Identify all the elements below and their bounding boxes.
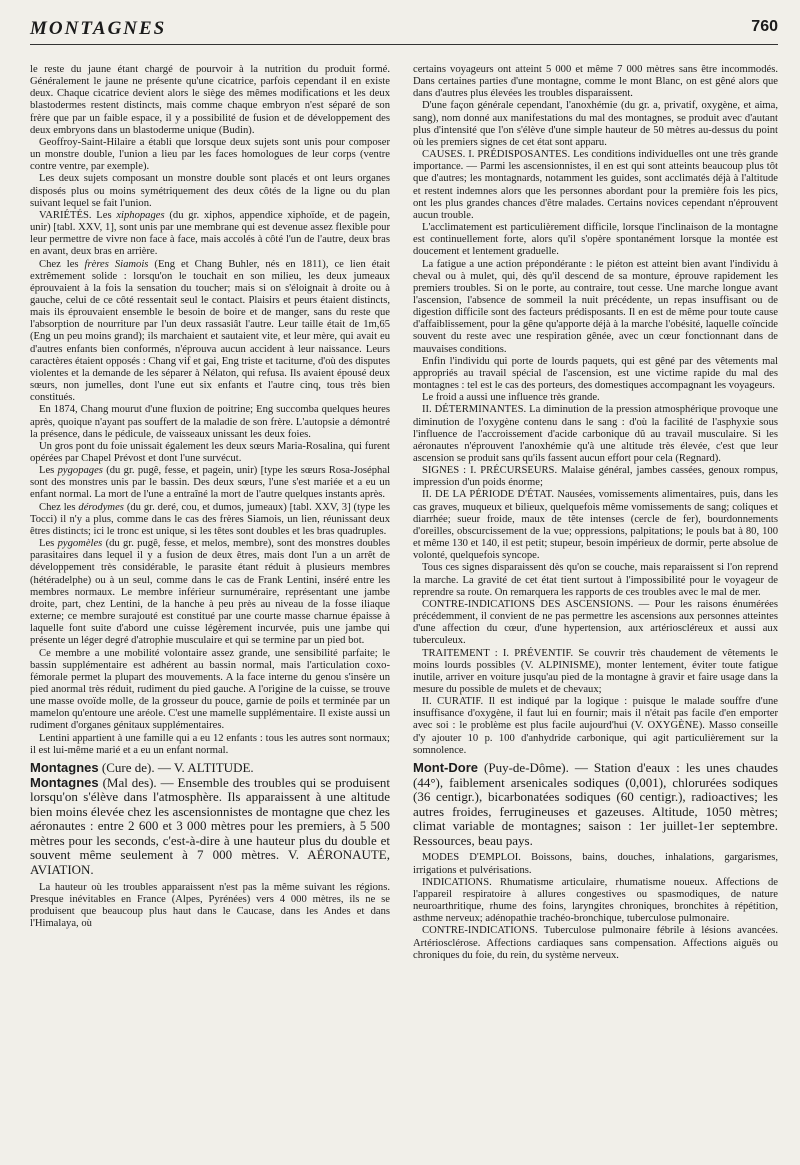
page-header: [30, 18, 778, 44]
paragraph: SIGNES : I. PRÉCURSEURS. Malaise général, jambes cassées, genoux rompus, impression d'un poids énorme;: [413, 465, 778, 489]
paragraph: TRAITEMENT : I. PRÉVENTIF. Se couvrir très chaudement de vêtements le moins lourds possibles (V. ALPINISME), monter lentement, éviter toute fatigue inutile, arriver en voiture jusqu'au pied de la montagne à gravir et faire usage dans la mesure du possible de mulets et de chevaux;: [413, 647, 778, 695]
paragraph: MODES D'EMPLOI. Boissons, bains, douches, inhalations, gargarismes, irrigations et pulvérisations.: [413, 852, 778, 876]
text-run: Chez les: [39, 501, 76, 513]
paragraph: II. DÉTERMINANTES. La diminution de la pression atmosphérique provoque une diminution de l'oxygène contenu dans le sang : d'où la facilité de l'asphyxie sous l'influence de l'accroissement d'acide carbonique dû au travail musculaire. Si les aéronautes n'éprouvent l'anoxhémie qu'à une altitude très élevée, c'est que leur ascension se produit sans qu'ils fassent aucun effort pour cela (Regnard).: [413, 404, 778, 464]
paragraph: II. DE LA PÉRIODE D'ÉTAT. Nausées, vomissements alimentaires, puis, dans les cas graves, muqueux et bilieux, quelquefois même vomissements de sang; coliques et diarrhée; sueur froide, maux de tête intenses (cercle de fer), bourdonnements d'oreilles, obscurcissement de la vue; oppressions, palpitations; le pouls bat à 80, 100 et même 130 et 140, il est petit; stupeur, besoin impérieux de dormir, perte absolue de volonté, quelquefois syncope.: [413, 489, 778, 562]
paragraph: [30, 502, 390, 538]
entry-headword: Montagnes: [30, 759, 99, 775]
term: pygopages: [57, 465, 103, 477]
entry-headword: Mont-Dore: [413, 759, 478, 775]
paragraph: Les deux sujets composant un monstre double sont placés et ont leurs organes disposés plus ou moins symétriquement des deux côtés de la ligne ou du plan suivant lequel se fait l'union.: [30, 173, 390, 209]
paragraph: II. CURATIF. Il est indiqué par la logique : puisque le malade souffre d'une insuffisance d'oxygène, il faut lui en fournir; mais il n'était pas facile d'en emporter avec soi : le problème est plus facile aujourd'hui (V. OXYGÈNE). Masso conseille d'y ajouter 10 p. 100 d'anhydride carbonique, qui agit particulièrement sur la somnolence.: [413, 696, 778, 756]
text-run: Les: [39, 465, 55, 477]
paragraph: La hauteur où les troubles apparaissent n'est pas la même suivant les régions. Presque inévitables en France (Alpes, Pyrénées) vers 4 000 mètres, ils ne se produisent que beaucoup plus haut dans le Caucase, dans les Andes et dans l'Himalaya, où: [30, 881, 390, 930]
header-rule: [30, 44, 778, 45]
text-run: (Cure de). — V. ALTITUDE.: [101, 759, 254, 775]
right-column: [413, 64, 778, 1156]
paragraph: [30, 259, 390, 405]
entry-mont-dore: [413, 761, 778, 849]
paragraph: [30, 538, 390, 647]
entry-mal: [30, 776, 390, 878]
paragraph: CONTRE-INDICATIONS. Tuberculose pulmonaire fébrile à lésions avancées. Artériosclérose. Affections cardiaques sans compensation. Affections aiguës ou chroniques du foie, du rein, du système nerveux.: [413, 925, 778, 961]
paragraph: Enfin l'individu qui porte de lourds paquets, qui est gêné par des vêtements mal appropriés au travail spécial de l'ascension, est une victime rapide du mal des montagnes : tel est le cas des porteurs, des domestiques accompagnant les voyageurs.: [413, 355, 778, 392]
text-run: (Mal des). — Ensemble des troubles qui se produisent lorsqu'on s'élève dans l'atmosphère. Ils apparaissent à une altitude bien moins élevée chez les ascensionnistes de montagne que chez les aéronautes : entre 2 600 et 3 000 mètres pour les premiers, à 5 500 mètres pour les seconds, c'est-à-dire à une hauteur plus du double et souvent même seulement à 7 000 mètres. V. AÉRONAUTE, AVIATION.: [30, 774, 390, 878]
paragraph: La fatigue a une action prépondérante : le piéton est atteint bien avant l'individu à cheval ou à mulet, qui, dès qu'il descend de sa monture, éprouve rapidement les premiers troubles. Si on le porte, au contraire, tout cesse. Une marche longue avant l'ascension, l'absence de sommeil la nuit précédente, un repas insuffisant ou de digestion difficile sont des facteurs prédisposants. Il en est de même pour toute cause d'affaiblissement, pour la gêne qu'apporte déjà à la marche l'obésité, laquelle coïncide souvent du reste avec une respiration gênée, avec un cœur fonctionnant dans de mauvaises conditions.: [413, 258, 778, 355]
paragraph: Ce membre a une mobilité volontaire assez grande, une sensibilité parfaite; le bassin supplémentaire est adhérent au bassin normal, mais l'articulation coxo-fémorale permet la plupart des mouvements. A la face interne du genou s'insère un pied anormal très réduit, rudiment du pied gauche. A l'origine de la cuisse, se trouve une masse ovoïde molle, de la grosseur du pouce, garnie de poils et terminée par un mamelon qu'entoure une aréole. C'est une mamelle supplémentaire. Il existe aussi un rudiment d'organes génitaux supplémentaires.: [30, 647, 390, 732]
paragraph: CONTRE-INDICATIONS DES ASCENSIONS. — Pour les raisons énumérées précédemment, il convient de ne pas permettre les ascensions aux personnes atteintes d'une affection du cœur, d'une hypertension, aux artérioscléreux et aussi aux tuberculeux.: [413, 598, 778, 647]
paragraph: Geoffroy-Saint-Hilaire a établi que lorsque deux sujets sont unis pour composer un monstre double, l'union a lieu par les faces homologues de leur corps (ventre contre ventre, par exemple).: [30, 136, 390, 173]
text-run: (du gr. pugê, fesse, et melos, membre), sont des monstres doubles parasitaires dans lequel il y a fusion de deux êtres, mais dont l'un a un arrêt de développement très considérable, le parasite étant réduit à plusieurs membres (hétéradelphe) ou à un seul, comme dans le cas de Frank Lentini, inséré entre les membres normaux. Le membre inférieur surnuméraire, représentant une jambe droite, part, chez Lentini, de la hanche à peu près au niveau de la fosse iliaque externe; ce membre surajouté est constitué par une courte masse charnue épaisse à laquelle font suite d'abord une cuisse légèrement incurvée, puis une jambe qui présente un léger degré d'atrophie musculaire et qui se termine par un pied bot.: [30, 538, 390, 647]
paragraph: CAUSES. I. PRÉDISPOSANTES. Les conditions individuelles ont une très grande importance. — Parmi les ascensionnistes, il en est qui sont atteints beaucoup plus tôt que d'autres; les montagnards, notamment les guides, sont acclimatés déjà à l'altitude et restent indemnes alors que les personnes abordant pour la première fois les pics, ont les plus grandes chances d'être malades. Certains novices cependant n'éprouvent aucun trouble.: [413, 149, 778, 221]
term: dérodymes: [78, 501, 124, 513]
paragraph: Lentini appartient à une famille qui a eu 12 enfants : tous les autres sont normaux; il est lui-même marié et a eu un enfant normal.: [30, 732, 390, 756]
paragraph: L'acclimatement est particulièrement difficile, lorsque l'inclinaison de la montagne est continuellement forte, alors qu'il s'opère spontanément lorsque la montée est doucement et lentement graduelle.: [413, 222, 778, 258]
paragraph: Tous ces signes disparaissent dès qu'on se couche, mais reparaissent si l'on reprend la marche. La gravité de cet état tient surtout à l'impossibilité pour le voyageur de reprendre sa route. On remarquera les rapports de ces troubles avec le mal de mer.: [413, 562, 778, 598]
text-run: (du gr. deré, cou, et dumos, jumeaux) [tabl. XXV, 3] (type les Tocci) il n'y a plus, comme dans le cas des frères Siamois, un lien, réunissant deux êtres distincts; ici le tronc est unique, si les têtes sont doubles et les bras quadruples.: [30, 501, 390, 537]
paragraph: Un gros pont du foie unissait également les deux sœurs Maria-Rosalina, qui furent opérées par Chapel Prévost et dont l'une survécut.: [30, 440, 390, 464]
paragraph: le reste du jaune étant chargé de pourvoir à la nutrition du produit formé. Généralement le jaune ne présente qu'une cicatrice, parfois cependant il en existe deux. Chaque cicatrice devient alors le siège des mêmes modifications et les deux blastodermes restent distincts, mais comme chaque embryon n'est séparé de son frère que par un faible espace, il y a possibilité de fusion et de développement des deux embryons dans un blastoderme unique (Budin).: [30, 64, 390, 136]
text-run: (Puy-de-Dôme). — Station d'eaux : les unes chaudes (44°), faiblement arsenicales sodiques (0,001), chlorurées sodiques (36 centigr.), bicarbonatées sodiques (60 centigr.), radioactives; les autres froides, ferrugineuses et gazeuses. Altitude, 1050 mètres; climat variable de montagnes; saison : 1er juillet-1er septembre. Ressources, beau pays.: [413, 759, 778, 848]
text-run: Les: [96, 209, 112, 221]
paragraph: En 1874, Chang mourut d'une fluxion de poitrine; Eng succomba quelques heures après, quoique n'ayant pas souffert de la maladie de son frère. L'autopsie a démontré la présence, dans le pédicule, de vaisseaux unissant les deux foies.: [30, 404, 390, 440]
paragraph: certains voyageurs ont atteint 5 000 et même 7 000 mètres sans être incommodés. Dans certaines parties d'une montagne, comme le mont Blanc, on est gêné alors que dans d'autres plus élevées les troubles disparaissent.: [413, 64, 778, 100]
page-number: 760: [751, 18, 778, 35]
term: pygomèles: [57, 538, 103, 550]
term: frères Siamois: [84, 258, 149, 270]
text-run: Chez les: [39, 258, 79, 270]
entry-cure: [30, 761, 390, 776]
paragraph: [30, 210, 390, 259]
paragraph: Le froid a aussi une influence très grande.: [422, 392, 600, 404]
running-head: MONTAGNES: [30, 18, 167, 39]
text-run: (Eng et Chang Buhler, nés en 1811), ce lien était extrêmement solide : lorsqu'on le touchait en son milieu, les deux jumeaux éprouvaient à la fois la sensation du toucher; mais si on s'éloignait à droite ou à gauche, celui de ce côté ressentait seul le contact. Plaisirs et peurs étaient distincts, mais ils éprouvaient ensemble le besoin de boire et de manger, sans du reste que l'absorption de nourriture par l'un deux rassasiât l'autre. Leur taille était de 1m,65 (Eng un peu moins grand); ils marchaient et sautaient vite, et leur mère, qui avait eu d'autres enfants bien conformés, n'éprouva aucun accident à leur naissance. Leurs caractères étaient opposés : Chang vif et gai, Eng triste et taciturne, d'où des disputes violentes et la demande de les séparer à Nélaton, qui refusa. Ils avaient épousé deux sœurs, non jumelles, dont l'une eut six enfants et l'autre cinq, tous très bien constitués.: [30, 258, 390, 404]
paragraph: [30, 465, 390, 501]
paragraph: INDICATIONS. Rhumatisme articulaire, rhumatisme noueux. Affections de l'appareil respiratoire à allures congestives ou spasmodiques, de nature neuroarthritique, rhume des foins, laryngites chroniques, bronchites à répétition, asthme nerveux; adénopathie trachéo-bronchique, tuberculose pulmonaire.: [413, 876, 778, 925]
term: xiphopages: [116, 209, 165, 221]
text-run: (du gr. pugê, fesse, et pagein, unir) [type les sœurs Rosa-Joséphal sont des monstres unis par le bassin. Des deux sœurs, l'une s'est mariée et a eu un enfant normal. La mort de l'une a entraîné la mort de l'autre quelques instants après.: [30, 465, 390, 501]
entry-headword: Montagnes: [30, 774, 99, 790]
text-run: (du gr. xiphos, appendice xiphoïde, et de pagein, unir) [tabl. XXV, 1], sont unis par une membrane qui est devenue assez flexible pour leur permettre de vivre non face à face, mais accolés à côté l'un de l'autre, deux bras en avant, deux bras en arrière.: [30, 209, 390, 258]
left-column: [30, 64, 390, 1156]
section-label: VARIÉTÉS.: [39, 209, 92, 221]
text-run: Les: [39, 538, 55, 550]
paragraph: D'une façon générale cependant, l'anoxhémie (du gr. a, privatif, oxygène, et aima, sang), nom donné aux manifestations du mal des montagnes, se produit avec d'autant plus d'intensité que l'on s'élève d'une simple hauteur de 50 mètres au-dessus du point où les premiers signes de cet état sont apparu.: [413, 100, 778, 148]
